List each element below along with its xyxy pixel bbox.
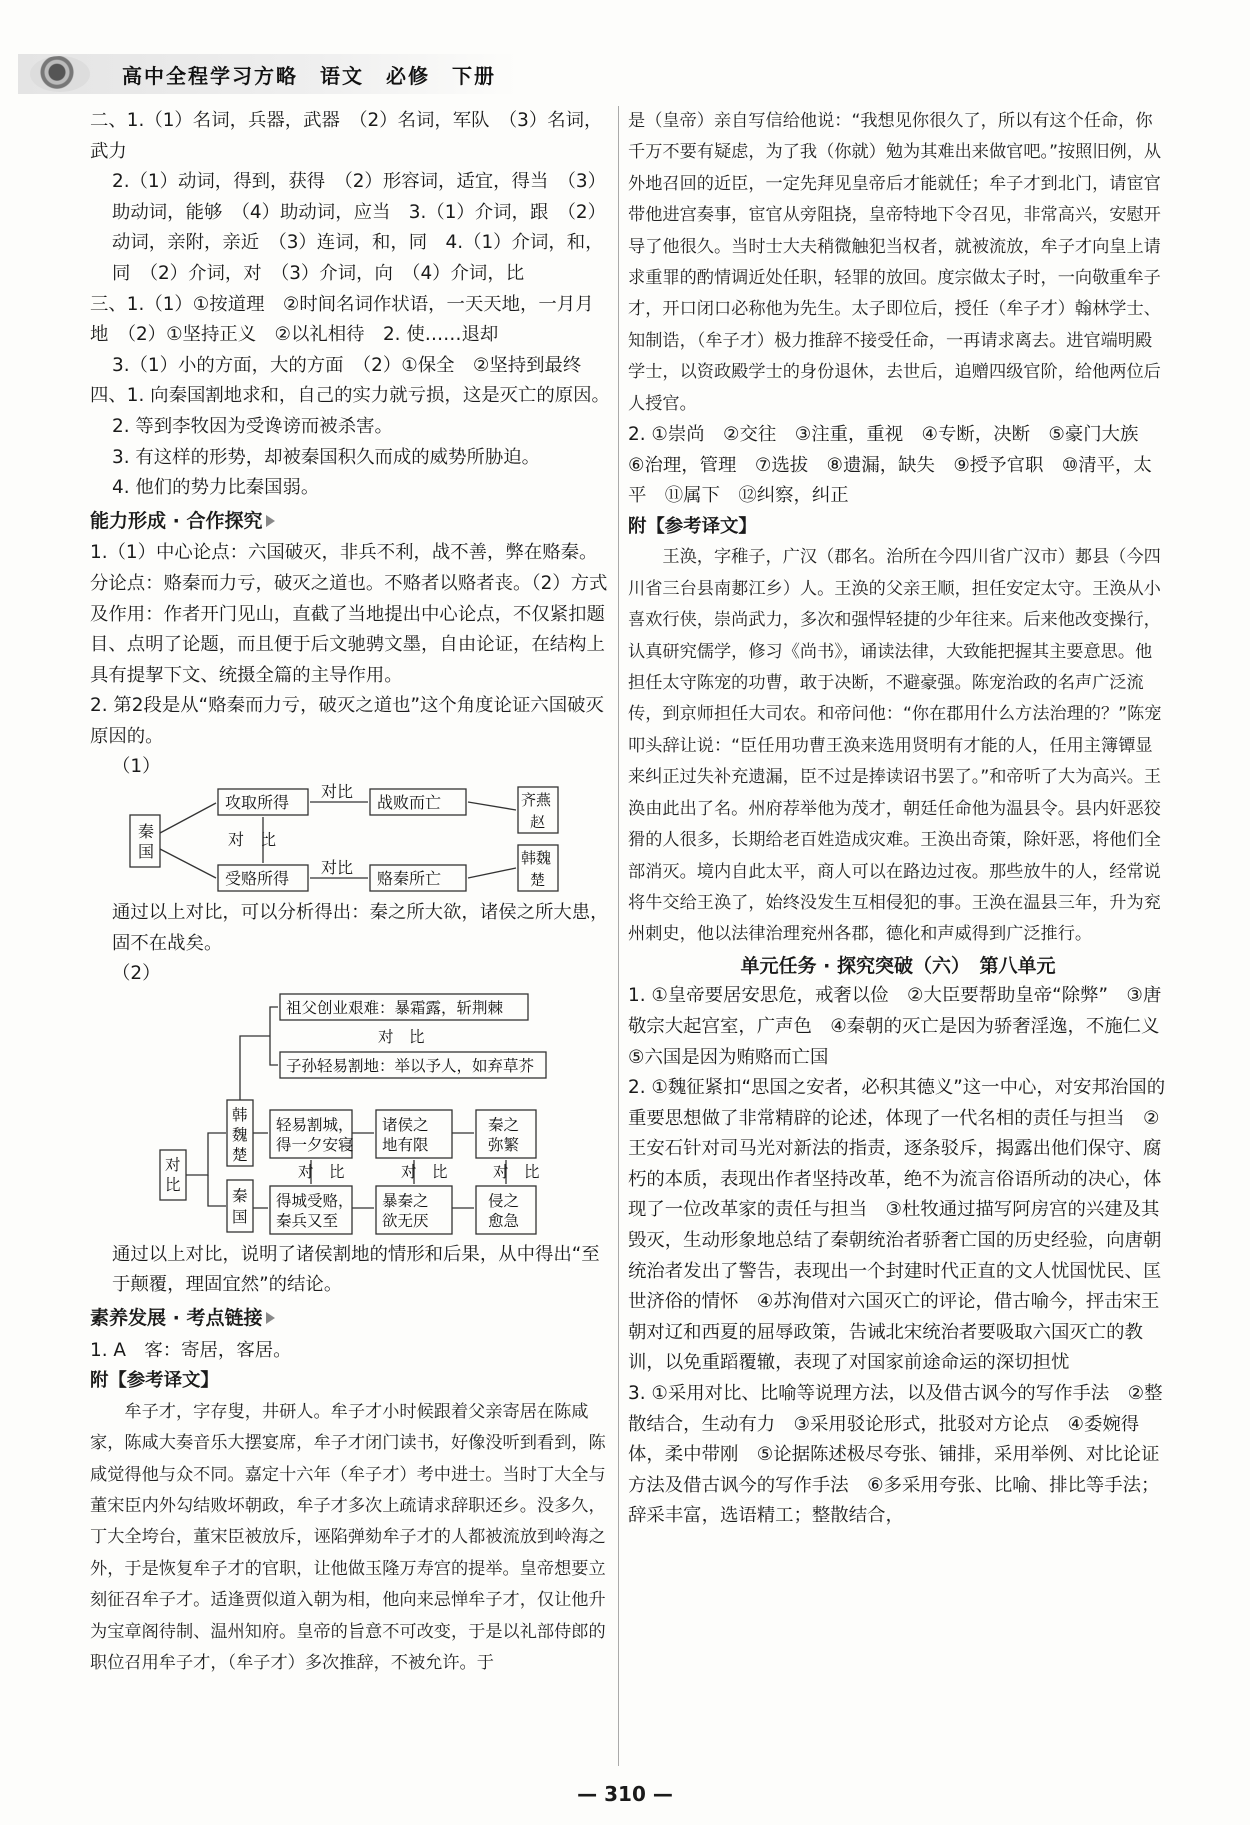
diagram-2-easy: 子孙轻易割地：举以予人，如弃草芥: [286, 1056, 535, 1075]
diagram-2-vs-3: 对 比: [493, 1162, 540, 1181]
left-column: [90, 106, 610, 1679]
page-number: — 310 —: [577, 1782, 673, 1806]
column-divider: [618, 106, 619, 1766]
diagram-1-c1b: 赵: [530, 813, 546, 832]
unit-answer-1: 1. ①皇帝要居安思危，戒奢以俭 ②大臣要帮助皇帝“除弊” ③唐敬宗大起宫室，广声色 ④秦朝的灭亡是因为骄奢淫逸，不施仁义 ⑤六国是因为贿赂而亡国: [628, 985, 1178, 1068]
diagram-2-r1a-2: 得一夕安寝: [276, 1135, 354, 1154]
page-header: [0, 52, 1250, 98]
diagram-2-hwc-3: 楚: [232, 1145, 248, 1164]
section-heading-ability: 能力形成 · 合作探究: [90, 506, 610, 537]
diagram-2-hwc-1: 韩: [232, 1105, 248, 1124]
literacy-answer-1: 1. A 客：寄居，客居。: [90, 1339, 292, 1361]
ability-answer-1: 1.（1）中心论点：六国破灭，非兵不利，战不善，弊在赂秦。分论点：赂秦而力亏，破灭之道也。不赂者以赂者丧。（2）方式及作用：作者开门见山，直截了当地提出中心论点，不仅紧扣题目、点明了论题，而且便于后文驰骋文墨，自由论证，在结构上具有提挈下文、统摄全篇的主导作用。: [90, 542, 608, 686]
diagram-1-vs-mid: 对 比: [228, 830, 277, 850]
diagram-1-c2b: 楚: [530, 871, 546, 890]
diagram-2-r2b-2: 欲无厌: [382, 1211, 429, 1230]
answer-3-1: 三、1.（1）①按道理 ②时间名词作状语，一天天地，一月月地 （2）①坚持正义 ②以礼相待 2. 使……退却: [90, 293, 594, 346]
diagram-1-vs-top: 对比: [321, 783, 354, 802]
diagram-1-bribe: 赂秦所亡: [377, 869, 442, 889]
reference-translation-label: 附【参考译文】: [90, 1370, 219, 1392]
book-logo-icon: [30, 56, 90, 92]
diagram-2-r1c-2: 弥繁: [488, 1135, 520, 1154]
ability-answer-2: 2. 第2段是从“赂秦而力亏，破灭之道也”这个角度论证六国破灭原因的。: [90, 695, 604, 747]
header-title: 高中全程学习方略 语文 必修 下册: [122, 64, 496, 88]
translation-wang-huan: 王涣，字稚子，广汉（郡名。治所在今四川省广汉市）郪县（今四川省三台县南郪江乡）人。王涣的父亲王顺，担任安定太守。王涣从小喜欢行侠，崇尚武力，多次和强悍轻捷的少年往来。后来他改变操行，认真研究儒学，修习《尚书》，诵读法律，大致能把握其主要意思。他担任太守陈宠的功曹，敢于决断，不避豪强。陈宠治政的名声广泛流传，到京师担任大司农。和帝问他：“你在郡用什么方法治理的？”陈宠叩头辞让说：“臣任用功曹王涣来选用贤明有才能的人，任用主簿镡显来纠正过失补充遗漏，臣不过是捧读诏书罢了。”和帝听了大为高兴。王涣由此出了名。州府荐举他为茂才，朝廷任命他为温县令。县内奸恶狡猾的人很多，长期给老百姓造成灾难。王涣出奇策，除奸恶，将他们全部消灭。境内自此太平，商人可以在路边过夜。那些放牛的人，经常说将牛交给王涣了，始终没发生互相侵犯的事。王涣在温县三年，升为兖州刺史，他以法律治理兖州各郡，德化和声威得到广泛推行。: [628, 547, 1162, 945]
answer-4-4: 4. 他们的势力比秦国弱。: [112, 477, 320, 499]
diagram-2-r2a-1: 得城受赂，: [276, 1191, 354, 1210]
diagram-2-vs-v2: 比: [165, 1175, 181, 1194]
diagram-2-qin-2: 国: [232, 1207, 248, 1226]
unit-answer-2: 2. ①魏征紧扣“思国之安者，必积其德义”这一中心，对安邦治国的重要思想做了非常精辟的论述，体现了一代名相的责任与担当 ②王安石针对司马光对新法的指责，逐条驳斥，揭露出他们保守、腐朽的本质，表现出作者坚持改革，绝不为流言俗语所动的决心，体现了一位改革家的责任与担当 ③杜牧通过描写阿房宫的兴建及其毁灭，生动形象地总结了秦朝统治者骄奢亡国的历史经验，向唐朝统治者发出了警告，表现出一个封建时代正直的文人忧国忧民、匡世济俗的情怀 ④苏洵借对六国灭亡的评论，借古喻今，抨击宋王朝对辽和西夏的屈辱政策，告诫北宋统治者要吸取六国灭亡的教训，以免重蹈覆辙，表现了对国家前途命运的深切担忧: [628, 1077, 1166, 1374]
diagram-1-vs-bottom: 对比: [321, 858, 354, 878]
diagram-1-c1a: 齐燕: [521, 791, 552, 810]
diagram-2-r2b-1: 暴秦之: [382, 1191, 429, 1210]
diagram-1-label: （1）: [112, 756, 161, 778]
answer-4-1: 四、1. 向秦国割地求和，自己的实力就亏损，这是灭亡的原因。: [90, 385, 610, 407]
answer-2-2: 2.（1）动词，得到，获得 （2）形容词，适宜，得当 （3）助动词，能够 （4）助动词，应当 3.（1）介词，跟 （2）动词，亲附，亲近 （3）连词，和，同 4.（1）介词，和，同 （2）介词，对 （3）介词，向 （4）介词，比: [112, 171, 607, 284]
diagram-2-r2c-2: 愈急: [488, 1211, 520, 1230]
diagram-2-vs-1: 对 比: [298, 1162, 345, 1181]
diagram-1-c2a: 韩魏: [521, 849, 552, 868]
diagram-2-label: （2）: [112, 963, 161, 985]
answer-3-3: 3.（1）小的方面，大的方面 （2）①保全 ②坚持到最终: [112, 354, 582, 376]
unit-answer-3: 3. ①采用对比、比喻等说理方法，以及借古讽今的写作手法 ②整散结合，生动有力 ③采用驳论形式，批驳对方论点 ④委婉得体，柔中带刚 ⑤论据陈述极尽夸张、铺排，采用举例、对比论证方法及借古讽今的写作手法 ⑥多采用夸张、比喻、排比等手法；辞采丰富，选语精工；整散结合，: [628, 1383, 1163, 1527]
diagram-2-r1b-1: 诸侯之: [382, 1115, 429, 1134]
diagram-2-r2a-2: 秦兵又至: [276, 1211, 339, 1230]
diagram-2: [130, 990, 650, 1240]
diagram-2-r1a-1: 轻易割城，: [276, 1115, 354, 1134]
diagram-1-receive: 受赂所得: [225, 869, 290, 889]
conclusion-2: 通过以上对比，说明了诸侯割地的情形和后果，从中得出“至于颠覆，理固宜然”的结论。: [112, 1243, 600, 1296]
reference-translation-label-2: 附【参考译文】: [628, 515, 757, 537]
translation-mou-zicai-cont: 是（皇帝）亲自写信给他说：“我想见你很久了，所以有这个任命，你千万不要有疑虑，为了我（你就）勉为其难出来做官吧。”按照旧例，从外地召回的近臣，一定先拜见皇帝后才能就任；牟子才到北门，请宦官带他进宫奏事，宦官从旁阻挠，皇帝特地下令召见，非常高兴，安慰开导了他很久。当时士大夫稍微触犯当权者，就被流放，牟子才向皇上请求重罪的酌情调近处任职，轻罪的放回。度宗做太子时，一向敬重牟子才，开口闭口必称他为先生。太子即位后，授任（牟子才）翰林学士、知制诰，（牟子才）极力推辞不接受任命，一再请求离去。进官端明殿学士，以资政殿学士的身份退休，去世后，追赠四级官阶，给他两位后人授官。: [628, 111, 1162, 414]
right-column: [628, 106, 1178, 1532]
diagram-1-qin-1: 秦: [138, 822, 155, 842]
answer-2-1: 二、1.（1）名词，兵器，武器 （2）名词，军队 （3）名词，武力: [90, 110, 603, 162]
diagram-2-hard: 祖父创业艰难：暴霜露，斩荆棘: [286, 998, 504, 1017]
arrow-icon: [266, 1312, 275, 1324]
diagram-2-r2c-1: 侵之: [488, 1191, 520, 1210]
section-heading-literacy: 素养发展 · 考点链接: [90, 1303, 610, 1334]
diagram-2-r1b-2: 地有限: [382, 1135, 429, 1154]
diagram-2-qin-1: 秦: [232, 1186, 248, 1205]
answer-4-2: 2. 等到李牧因为受谗谤而被杀害。: [112, 415, 393, 437]
answer-4-3: 3. 有这样的形势，却被秦国积久而成的威势所胁迫。: [112, 446, 540, 468]
diagram-2-vs-v1: 对: [165, 1155, 181, 1174]
diagram-1-war: 战败而亡: [377, 793, 442, 813]
translation-mou-zicai: 牟子才，字存叟，井研人。牟子才小时候跟着父亲寄居在陈咸家，陈咸大奏音乐大摆宴席，牟子才闭门读书，好像没听到看到，陈咸觉得他与众不同。嘉定十六年（牟子才）考中进士。当时丁大全与董宋臣内外勾结败坏朝政，牟子才多次上疏请求辞职还乡。没多久，丁大全垮台，董宋臣被放斥，诬陷弹劾牟子才的人都被流放到岭海之外，于是恢复牟子才的官职，让他做玉隆万寿宫的提举。皇帝想要立刻征召牟子才。适逢贾似道入朝为相，他向来忌惮牟子才，仅让他升为宝章阁待制、温州知府。皇帝的旨意不可改变，于是以礼部侍郎的职位召用牟子才，（牟子才）多次推辞，不被允许。于: [90, 1401, 606, 1674]
diagram-2-r1c-1: 秦之: [488, 1115, 520, 1134]
diagram-1: [120, 783, 640, 898]
diagram-2-vs-2: 对 比: [401, 1162, 448, 1181]
conclusion-1: 通过以上对比，可以分析得出：秦之所大欲，诸侯之所大患，固不在战矣。: [112, 902, 609, 954]
literacy-answer-2: 2. ①崇尚 ②交往 ③注重，重视 ④专断，决断 ⑤豪门大族 ⑥治理，管理 ⑦选拔 ⑧遗漏，缺失 ⑨授予官职 ⑩清平，太平 ⑪属下 ⑫纠察，纠正: [628, 424, 1157, 507]
diagram-1-take: 攻取所得: [225, 793, 290, 813]
diagram-2-hwc-2: 魏: [232, 1125, 248, 1144]
unit-heading: 单元任务 · 探究突破（六） 第八单元: [740, 954, 1056, 977]
diagram-2-vs-top: 对 比: [378, 1027, 425, 1046]
diagram-1-qin-2: 国: [138, 842, 155, 862]
arrow-icon: [266, 515, 275, 527]
